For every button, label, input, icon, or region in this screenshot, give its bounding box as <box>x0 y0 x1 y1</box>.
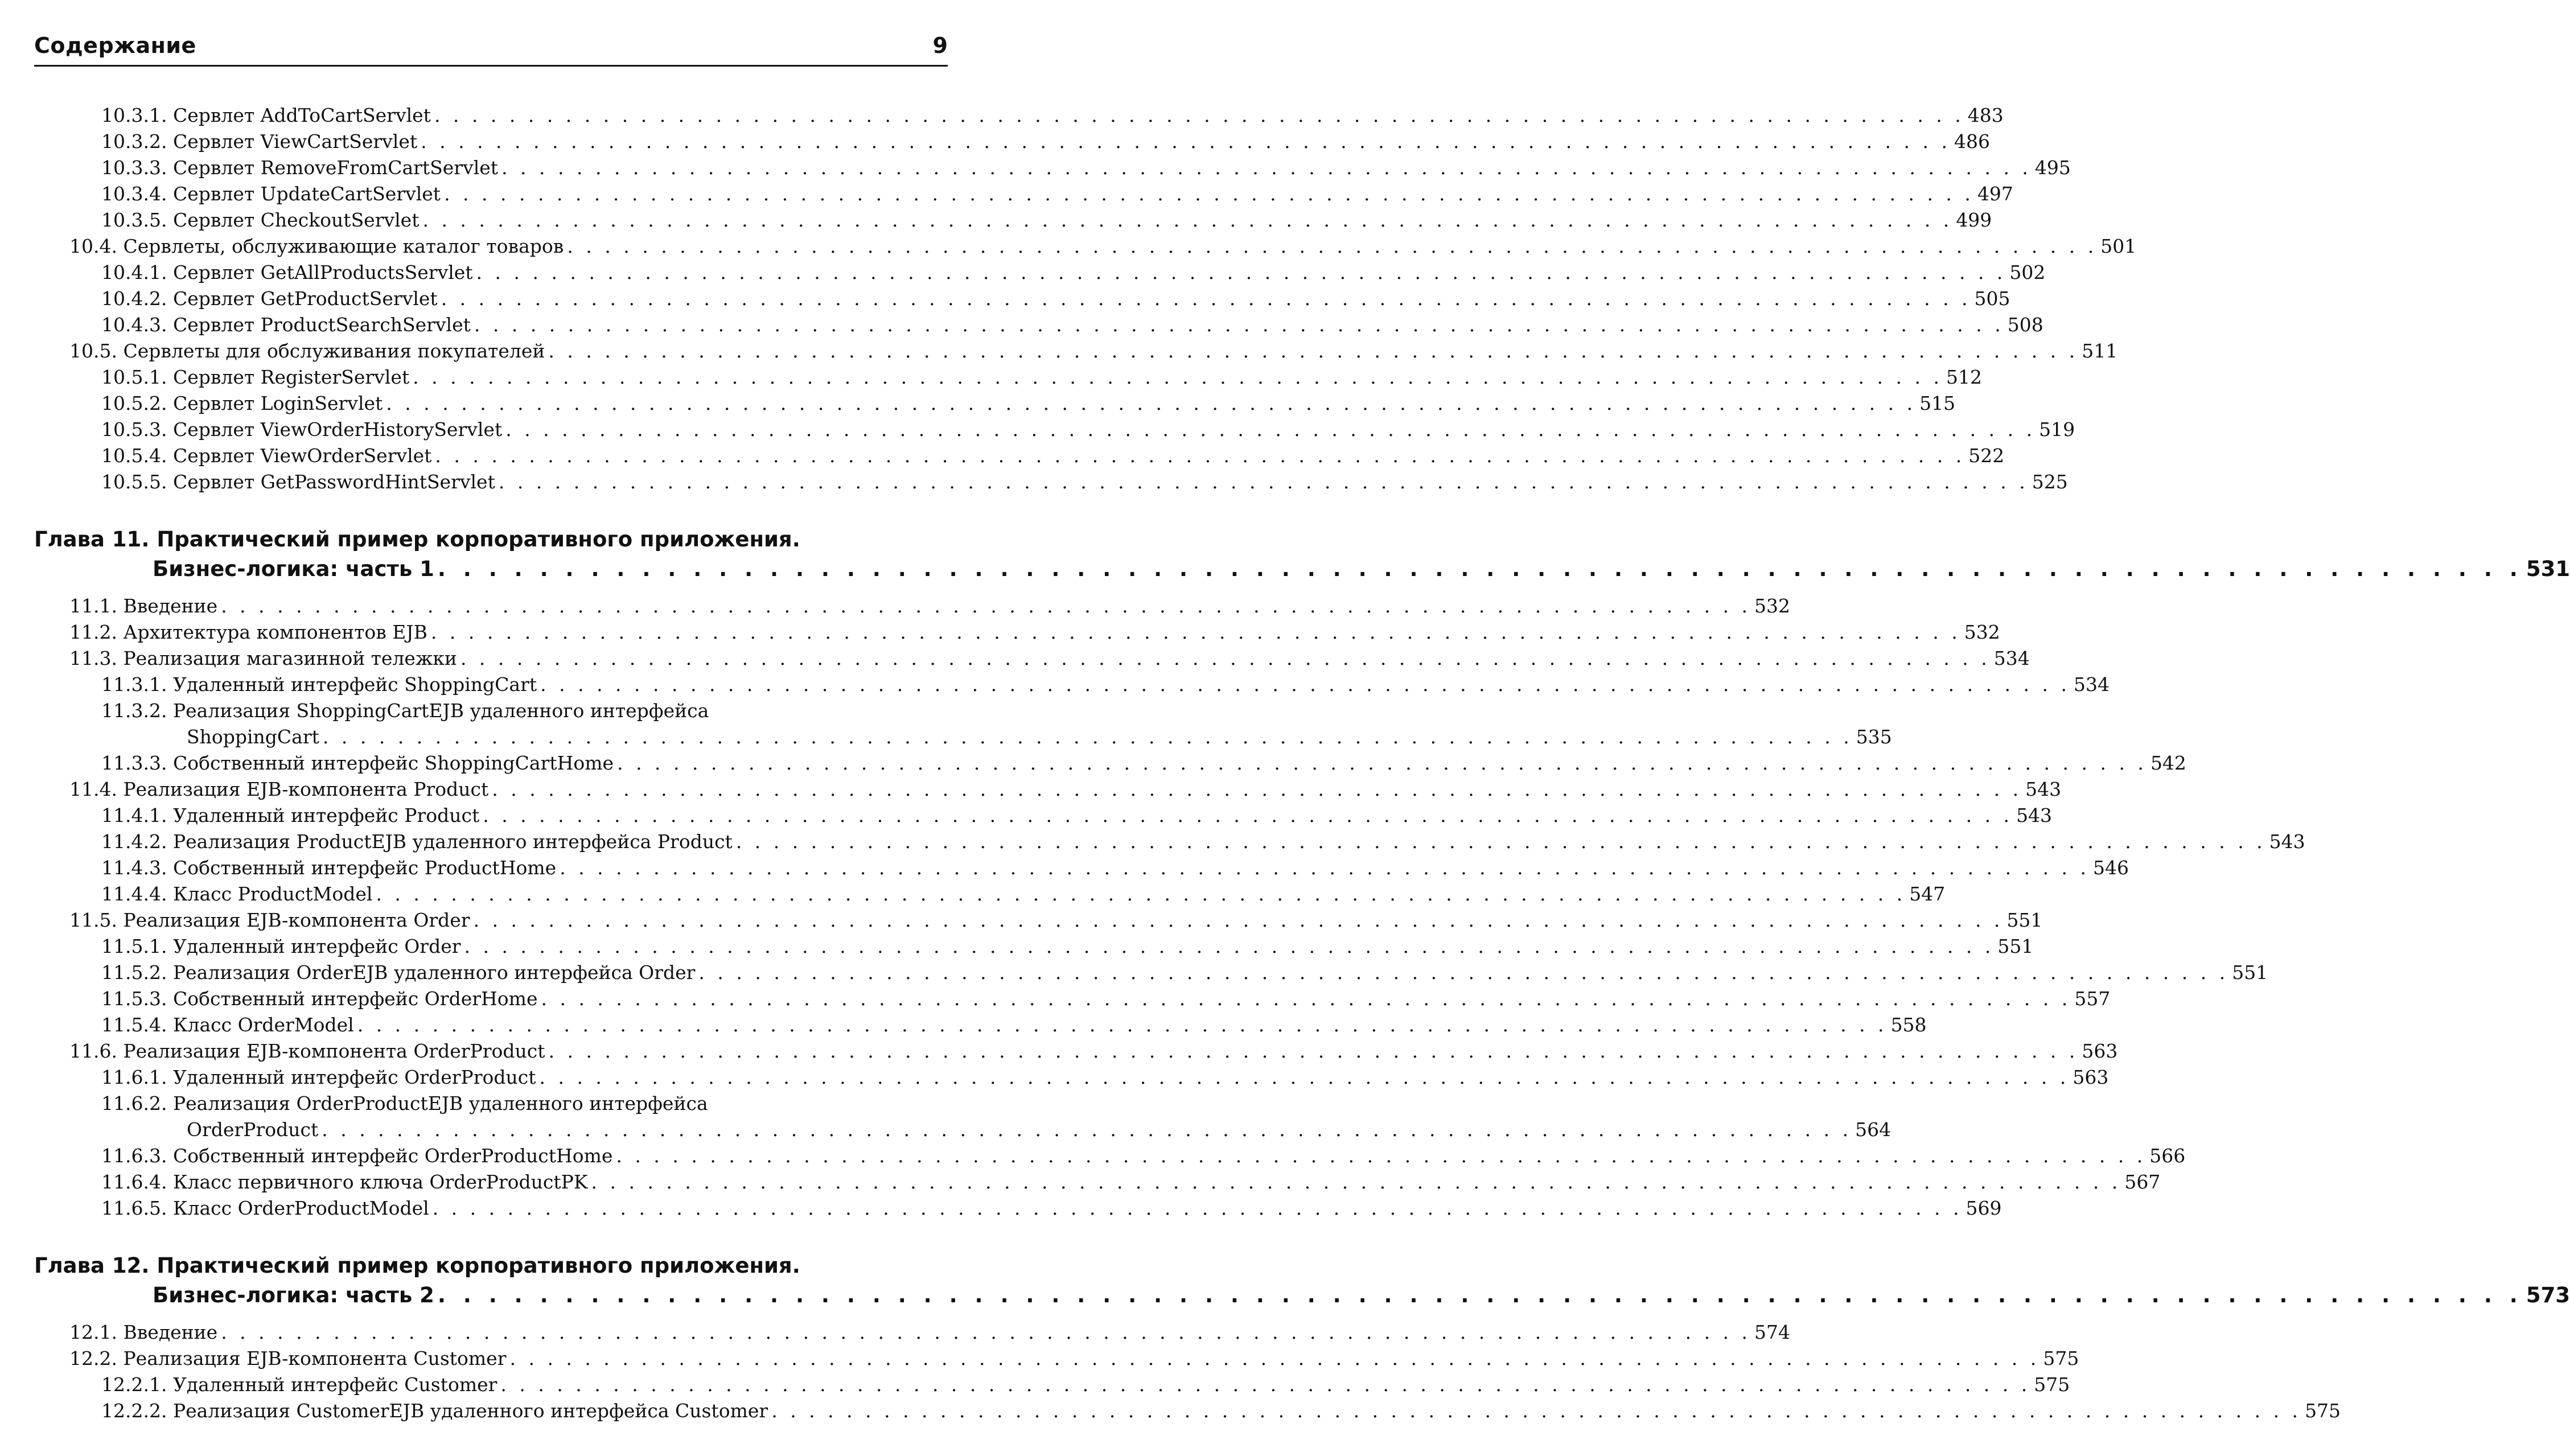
toc-entry-continued <box>34 724 1892 750</box>
toc-entry <box>34 1319 1791 1346</box>
toc-entry-text <box>101 1169 588 1195</box>
entry-title: Удаленный интерфейс Customer <box>172 1373 497 1396</box>
entry-number: 12.2.1. <box>101 1373 167 1396</box>
entry-page: 563 <box>2082 1040 2118 1062</box>
entry-title: Реализация EJB-компонента Customer <box>123 1347 507 1369</box>
chapter-title-line2 <box>34 1281 2570 1310</box>
entry-number: 10.4.2. <box>101 287 167 310</box>
entry-page: 534 <box>1993 647 2030 669</box>
entry-number: 11.6. <box>69 1040 117 1062</box>
chapter-subtitle: Бизнес-логика: часть 1 <box>153 557 434 581</box>
toc-entry-text <box>69 1319 217 1346</box>
entry-page: 575 <box>2043 1347 2079 1369</box>
toc-entry <box>34 986 2111 1012</box>
entry-title: Реализация ShoppingCartEJB удаленного интерфейса <box>172 700 709 722</box>
dot-leader: . . . . . . . . . . . . . . . . . . . . . . . . . . . . . . . . . . . . . . . . . . . . . . . . . . . . . . . . . . . . . . . . . . . . . . . . . . . . . . . . . . <box>432 1197 1963 1219</box>
entry-number: 11.6.5. <box>101 1197 167 1219</box>
entry-title: Реализация EJB-компонента OrderProduct <box>123 1040 545 1062</box>
toc-entry-text <box>101 986 537 1012</box>
toc-entry-text <box>101 750 614 776</box>
toc-entry-text <box>101 102 431 129</box>
dot-leader: . . . . . . . . . . . . . . . . . . . . . . . . . . . . . . . . . . . . . . . . . . . . . . . . . . . . . . . . . . . . . . . . . . . . . . . . . . . . . . . . . . <box>541 988 2071 1010</box>
entry-title: Класс ProductModel <box>172 883 373 905</box>
running-title: Содержание <box>34 33 196 58</box>
entry-page: 558 <box>1890 1014 1927 1036</box>
entry-page: 557 <box>2074 988 2111 1010</box>
toc-entry <box>34 338 2118 364</box>
entry-number: 12.1. <box>69 1321 117 1343</box>
entry-page: 551 <box>2006 909 2043 931</box>
entry-number: 11.6.3. <box>101 1145 167 1167</box>
toc-entry-text <box>101 933 461 960</box>
entry-number: 11.4.3. <box>101 857 167 879</box>
entry-title: Сервлет UpdateCartServlet <box>172 183 441 205</box>
entry-page: 483 <box>1967 104 2004 126</box>
toc-entry <box>34 881 1946 907</box>
dot-leader: . . . . . . . . . . . . . . . . . . . . . . . . . . . . . . . . . . . . . . . . . . . . . . . . . . . . . . . . . . . . . . . . . . . . . . . . . . . . . . . . . . <box>616 1145 2147 1167</box>
toc-entry-continued-text <box>187 1117 318 1143</box>
toc-entry-text <box>101 312 471 338</box>
entry-title: Реализация EJB-компонента Order <box>123 909 470 931</box>
toc-entry-text <box>69 776 488 803</box>
toc-entry-text <box>69 907 470 933</box>
dot-leader: . . . . . . . . . . . . . . . . . . . . . . . . . . . . . . . . . . . . . . . . . . . . . . . . . . . . . . . . . . . . . . . . . . . . . . . . . . . . . . . . . . <box>498 471 2029 493</box>
entry-title: Архитектура компонентов EJB <box>123 621 427 643</box>
dot-leader: . . . . . . . . . . . . . . . . . . . . . . . . . . . . . . . . . . . . . . . . . . . . . . . . . . . . . . . . . . . . . . . . . . . . . . . . . . . . . . . . . . <box>441 287 1971 310</box>
chapter-subtitle: Бизнес-логика: часть 2 <box>153 1283 434 1307</box>
toc-entry-text <box>69 1346 507 1372</box>
entry-page: 563 <box>2073 1066 2109 1088</box>
entry-title-continued: ShoppingCart <box>187 726 319 748</box>
toc-entry-text <box>101 207 419 233</box>
toc-entry <box>34 1195 2002 1221</box>
toc-entry <box>34 364 1982 390</box>
entry-page: 495 <box>2034 157 2071 179</box>
entry-page: 575 <box>2305 1400 2341 1422</box>
entry-number: 10.4.1. <box>101 261 167 283</box>
dot-leader: . . . . . . . . . . . . . . . . . . . . . . . . . . . . . . . . . . . . . . . . . . . . . . . . . . . . . . . . . . . . . . . . . . . . . . . . . . . . . . . . . . <box>434 104 1964 126</box>
toc-entry <box>34 469 2068 495</box>
entry-number: 11.3.1. <box>101 673 167 696</box>
entry-page: 542 <box>2150 752 2186 774</box>
toc-entry <box>34 181 2013 207</box>
chapter-title-line1: Глава 11. Практический пример корпоративного приложения. <box>34 527 800 552</box>
dot-leader: . . . . . . . . . . . . . . . . . . . . . . . . . . . . . . . . . . . . . . . . . . . . . . . . . . . . . . . . . . . . . . . . . . . . . . . . . . . . . . . . . . <box>376 883 1906 905</box>
dot-leader: . . . . . . . . . . . . . . . . . . . . . . . . . . . . . . . . . . . . . . . . . . . . . . . . . . . . . . . . . . . . . . . . . . . . . . . . . . . . . . . . . . <box>540 673 2070 696</box>
toc-entry <box>34 1143 2186 1169</box>
toc-entry <box>34 443 2005 469</box>
dot-leader: . . . . . . . . . . . . . . . . . . . . . . . . . . . . . . . . . . . . . . . . . . . . . . . . . . . . . . . . . . . . . . . . . . . . . . . . . . . . . . . . . . <box>591 1171 2121 1193</box>
chapter-heading <box>34 1251 2570 1310</box>
entry-number: 11.1. <box>69 595 117 617</box>
entry-title: Сервлет GetAllProductsServlet <box>172 261 473 283</box>
entry-number: 10.5.1. <box>101 366 167 388</box>
entry-number: 11.6.2. <box>101 1092 167 1114</box>
toc-entry <box>34 593 1791 619</box>
entry-title: Введение <box>123 595 218 617</box>
toc-entry <box>34 286 2010 312</box>
toc-entry <box>34 1091 948 1117</box>
entry-page: 522 <box>1968 445 2005 467</box>
entry-page: 501 <box>2100 235 2137 257</box>
toc-entry <box>34 1372 2070 1398</box>
dot-leader: . . . . . . . . . . . . . . . . . . . . . . . . . . . . . . . . . . . . . . . . . . . . . . . . . . . . . . . . . . . . . . . . . . . . . . . . . . . . . . . . . . <box>437 1283 2523 1307</box>
entry-page: 499 <box>1956 209 1992 231</box>
entry-page: 543 <box>2025 778 2062 800</box>
entry-page: 486 <box>1954 130 1990 153</box>
dot-leader: . . . . . . . . . . . . . . . . . . . . . . . . . . . . . . . . . . . . . . . . . . . . . . . . . . . . . . . . . . . . . . . . . . . . . . . . . . . . . . . . . . <box>413 366 1943 388</box>
toc-entry-text <box>101 1195 429 1221</box>
toc-entry-text <box>101 672 537 698</box>
entry-title: Реализация OrderProductEJB удаленного интерфейса <box>172 1092 708 1114</box>
entry-page: 532 <box>1754 595 1791 617</box>
chapter-title-line2 <box>34 554 2570 584</box>
toc-entry <box>34 207 1992 233</box>
chapter-title-line1: Глава 12. Практический пример корпоративного приложения. <box>34 1253 800 1278</box>
dot-leader: . . . . . . . . . . . . . . . . . . . . . . . . . . . . . . . . . . . . . . . . . . . . . . . . . . . . . . . . . . . . . . . . . . . . . . . . . . . . . . . . . . <box>509 1347 2040 1369</box>
entry-page: 574 <box>1754 1321 1791 1343</box>
dot-leader: . . . . . . . . . . . . . . . . . . . . . . . . . . . . . . . . . . . . . . . . . . . . . . . . . . . . . . . . . . . . . . . . . . . . . . . . . . . . . . . . . . <box>464 935 1995 957</box>
dot-leader: . . . . . . . . . . . . . . . . . . . . . . . . . . . . . . . . . . . . . . . . . . . . . . . . . . . . . . . . . . . . . . . . . . . . . . . . . . . . . . . . . . <box>357 1014 1888 1036</box>
entry-title: Сервлет ViewOrderHistoryServlet <box>172 418 503 441</box>
toc-entry-text <box>69 645 457 672</box>
entry-number: 11.4. <box>69 778 117 800</box>
entry-title: Сервлет GetPasswordHintServlet <box>172 471 495 493</box>
entry-page: 505 <box>1974 287 2010 310</box>
entry-number: 11.5. <box>69 909 117 931</box>
toc-entry-text <box>69 1038 545 1064</box>
entry-title: Удаленный интерфейс Order <box>172 935 461 957</box>
dot-leader: . . . . . . . . . . . . . . . . . . . . . . . . . . . . . . . . . . . . . . . . . . . . . . . . . . . . . . . . . . . . . . . . . . . . . . . . . . . . . . . . . . <box>548 340 2079 362</box>
toc-entry <box>34 907 2043 933</box>
running-header <box>34 33 948 67</box>
entry-title: Введение <box>123 1321 218 1343</box>
entry-number: 10.5.5. <box>101 471 167 493</box>
entry-title: Удаленный интерфейс ShoppingCart <box>172 673 537 696</box>
entry-page: 566 <box>2149 1145 2186 1167</box>
entry-page: 534 <box>2073 673 2110 696</box>
chapter-page: 531 <box>2526 557 2570 581</box>
toc-entry <box>34 855 2129 881</box>
entry-page: 508 <box>2007 314 2043 336</box>
entry-number: 11.3.2. <box>101 700 167 722</box>
toc-entry-text <box>101 1143 612 1169</box>
toc-entry <box>34 1398 2341 1424</box>
entry-title: Класс первичного ключа OrderProductPK <box>172 1171 588 1193</box>
entry-number: 11.4.1. <box>101 804 167 826</box>
toc-entry-text <box>69 593 217 619</box>
entry-title: Сервлет ViewOrderServlet <box>172 445 432 467</box>
toc-entry <box>34 1169 2161 1195</box>
entry-title: Удаленный интерфейс Product <box>172 804 480 826</box>
entry-number: 11.6.4. <box>101 1171 167 1193</box>
toc-entry <box>34 312 2043 338</box>
entry-page: 535 <box>1856 726 1892 748</box>
toc-entry <box>34 750 2186 776</box>
toc-entry-text <box>69 619 427 645</box>
entry-title: Собственный интерфейс ShoppingCartHome <box>172 752 614 774</box>
entry-title: Сервлет CheckoutServlet <box>172 209 420 231</box>
dot-leader: . . . . . . . . . . . . . . . . . . . . . . . . . . . . . . . . . . . . . . . . . . . . . . . . . . . . . . . . . . . . . . . . . . . . . . . . . . . . . . . . . . <box>474 314 2004 336</box>
dot-leader: . . . . . . . . . . . . . . . . . . . . . . . . . . . . . . . . . . . . . . . . . . . . . . . . . . . . . . . . . . . . . . . . . . . . . . . . . . . . . . . . . . <box>322 726 1853 748</box>
dot-leader: . . . . . . . . . . . . . . . . . . . . . . . . . . . . . . . . . . . . . . . . . . . . . . . . . . . . . . . . . . . . . . . . . . . . . . . . . . . . . . . . . . <box>617 752 2147 774</box>
entry-title: Класс OrderProductModel <box>172 1197 429 1219</box>
toc-entry-text <box>101 417 502 443</box>
toc-entry-text <box>101 260 473 286</box>
entry-number: 10.3.3. <box>101 157 167 179</box>
toc-entry <box>34 933 2034 960</box>
entry-page: 543 <box>2269 830 2305 853</box>
toc-entry-text <box>101 1372 497 1398</box>
entry-title: Сервлет AddToCartServlet <box>172 104 431 126</box>
dot-leader: . . . . . . . . . . . . . . . . . . . . . . . . . . . . . . . . . . . . . . . . . . . . . . . . . . . . . . . . . . . . . . . . . . . . . . . . . . . . . . . . . . <box>500 1373 2031 1396</box>
entry-title: Реализация EJB-компонента Product <box>123 778 489 800</box>
dot-leader: . . . . . . . . . . . . . . . . . . . . . . . . . . . . . . . . . . . . . . . . . . . . . . . . . . . . . . . . . . . . . . . . . . . . . . . . . . . . . . . . . . <box>435 445 1965 467</box>
toc-entry-text <box>101 1398 768 1424</box>
dot-leader: . . . . . . . . . . . . . . . . . . . . . . . . . . . . . . . . . . . . . . . . . . . . . . . . . . . . . . . . . . . . . . . . . . . . . . . . . . . . . . . . . . <box>771 1400 2302 1422</box>
entry-title: Сервлет RemoveFromCartServlet <box>172 157 499 179</box>
toc-entry <box>34 129 1990 155</box>
entry-title: Сервлет LoginServlet <box>172 392 383 414</box>
entry-title: Сервлет RegisterServlet <box>172 366 410 388</box>
toc-entry <box>34 155 2071 181</box>
toc-entry <box>34 672 2110 698</box>
entry-title: Сервлеты, обслуживающие каталог товаров <box>123 235 564 257</box>
entry-number: 11.5.3. <box>101 988 167 1010</box>
entry-number: 10.3.2. <box>101 130 167 153</box>
dot-leader: . . . . . . . . . . . . . . . . . . . . . . . . . . . . . . . . . . . . . . . . . . . . . . . . . . . . . . . . . . . . . . . . . . . . . . . . . . . . . . . . . . <box>505 418 2036 441</box>
entry-number: 11.5.1. <box>101 935 167 957</box>
dot-leader: . . . . . . . . . . . . . . . . . . . . . . . . . . . . . . . . . . . . . . . . . . . . . . . . . . . . . . . . . . . . . . . . . . . . . . . . . . . . . . . . . . <box>473 909 2004 931</box>
toc-entry-text <box>101 155 498 181</box>
toc-entry-text <box>101 286 438 312</box>
dot-leader: . . . . . . . . . . . . . . . . . . . . . . . . . . . . . . . . . . . . . . . . . . . . . . . . . . . . . . . . . . . . . . . . . . . . . . . . . . . . . . . . . . <box>539 1066 2070 1088</box>
entry-title: Сервлеты для обслуживания покупателей <box>123 340 545 362</box>
toc-entry-text <box>101 881 372 907</box>
entry-title: Реализация OrderEJB удаленного интерфейса Order <box>172 961 696 984</box>
dot-leader: . . . . . . . . . . . . . . . . . . . . . . . . . . . . . . . . . . . . . . . . . . . . . . . . . . . . . . . . . . . . . . . . . . . . . . . . . . . . . . . . . . <box>501 157 2032 179</box>
entry-title: Реализация магазинной тележки <box>123 647 457 669</box>
dot-leader: . . . . . . . . . . . . . . . . . . . . . . . . . . . . . . . . . . . . . . . . . . . . . . . . . . . . . . . . . . . . . . . . . . . . . . . . . . . . . . . . . . <box>698 961 2229 984</box>
dot-leader: . . . . . . . . . . . . . . . . . . . . . . . . . . . . . . . . . . . . . . . . . . . . . . . . . . . . . . . . . . . . . . . . . . . . . . . . . . . . . . . . . . <box>567 235 2098 257</box>
dot-leader: . . . . . . . . . . . . . . . . . . . . . . . . . . . . . . . . . . . . . . . . . . . . . . . . . . . . . . . . . . . . . . . . . . . . . . . . . . . . . . . . . . <box>476 261 2006 283</box>
toc-entry <box>34 1064 2109 1091</box>
entry-title: Класс OrderModel <box>172 1014 354 1036</box>
entry-page: 497 <box>1977 183 2013 205</box>
toc-entry <box>34 645 2030 672</box>
table-of-contents <box>34 102 2570 1424</box>
dot-leader: . . . . . . . . . . . . . . . . . . . . . . . . . . . . . . . . . . . . . . . . . . . . . . . . . . . . . . . . . . . . . . . . . . . . . . . . . . . . . . . . . . <box>492 778 2022 800</box>
entry-number: 11.5.2. <box>101 961 167 984</box>
entry-number: 10.5. <box>69 340 117 362</box>
toc-entry <box>34 1346 2079 1372</box>
dot-leader: . . . . . . . . . . . . . . . . . . . . . . . . . . . . . . . . . . . . . . . . . . . . . . . . . . . . . . . . . . . . . . . . . . . . . . . . . . . . . . . . . . <box>386 392 1917 414</box>
entry-page: 547 <box>1909 883 1946 905</box>
entry-page: 575 <box>2034 1373 2070 1396</box>
toc-entry-text <box>101 364 409 390</box>
entry-page: 564 <box>1855 1118 1891 1141</box>
toc-entry <box>34 417 2075 443</box>
toc-entry <box>34 1012 1927 1038</box>
entry-page: 511 <box>2082 340 2118 362</box>
toc-entry-text <box>101 1064 536 1091</box>
toc-entry-continued-text <box>187 724 319 750</box>
toc-entry-text <box>101 803 479 829</box>
toc-entry-continued <box>34 1117 1891 1143</box>
dot-leader: . . . . . . . . . . . . . . . . . . . . . . . . . . . . . . . . . . . . . . . . . . . . . . . . . . . . . . . . . . . . . . . . . . . . . . . . . . . . . . . . . . <box>221 595 1751 617</box>
toc-entry-text <box>101 829 733 855</box>
dot-leader: . . . . . . . . . . . . . . . . . . . . . . . . . . . . . . . . . . . . . . . . . . . . . . . . . . . . . . . . . . . . . . . . . . . . . . . . . . . . . . . . . . <box>421 130 1951 153</box>
entry-number: 10.3.1. <box>101 104 167 126</box>
toc-entry-text <box>101 390 383 417</box>
entry-number: 11.4.2. <box>101 830 167 853</box>
entry-number: 12.2.2. <box>101 1400 167 1422</box>
toc-entry <box>34 390 1956 417</box>
entry-title: Собственный интерфейс OrderHome <box>172 988 538 1010</box>
chapter-page: 573 <box>2526 1283 2570 1307</box>
entry-page: 525 <box>2032 471 2068 493</box>
toc-entry-text <box>101 855 556 881</box>
entry-number: 11.6.1. <box>101 1066 167 1088</box>
dot-leader: . . . . . . . . . . . . . . . . . . . . . . . . . . . . . . . . . . . . . . . . . . . . . . . . . . . . . . . . . . . . . . . . . . . . . . . . . . . . . . . . . . <box>735 830 2266 853</box>
toc-entry-text <box>101 129 417 155</box>
dot-leader: . . . . . . . . . . . . . . . . . . . . . . . . . . . . . . . . . . . . . . . . . . . . . . . . . . . . . . . . . . . . . . . . . . . . . . . . . . . . . . . . . . <box>548 1040 2079 1062</box>
entry-page: 551 <box>1997 935 2034 957</box>
entry-title: Реализация ProductEJB удаленного интерфейса Product <box>172 830 733 853</box>
toc-entry-text <box>69 338 545 364</box>
entry-number: 11.4.4. <box>101 883 167 905</box>
entry-page: 532 <box>1964 621 2000 643</box>
entry-page: 567 <box>2124 1171 2161 1193</box>
entry-number: 10.4.3. <box>101 314 167 336</box>
entry-title: Собственный интерфейс OrderProductHome <box>172 1145 613 1167</box>
toc-entry-text <box>101 443 431 469</box>
dot-leader: . . . . . . . . . . . . . . . . . . . . . . . . . . . . . . . . . . . . . . . . . . . . . . . . . . . . . . . . . . . . . . . . . . . . . . . . . . . . . . . . . . <box>444 183 1974 205</box>
dot-leader: . . . . . . . . . . . . . . . . . . . . . . . . . . . . . . . . . . . . . . . . . . . . . . . . . . . . . . . . . . . . . . . . . . . . . . . . . . . . . . . . . . <box>221 1321 1751 1343</box>
toc-entry-text <box>101 960 695 986</box>
entry-number: 10.5.4. <box>101 445 167 467</box>
entry-page: 569 <box>1965 1197 2002 1219</box>
dot-leader: . . . . . . . . . . . . . . . . . . . . . . . . . . . . . . . . . . . . . . . . . . . . . . . . . . . . . . . . . . . . . . . . . . . . . . . . . . . . . . . . . . <box>422 209 1953 231</box>
toc-entry <box>34 619 2000 645</box>
toc-entry-text <box>101 469 495 495</box>
entry-title: Собственный интерфейс ProductHome <box>172 857 557 879</box>
dot-leader: . . . . . . . . . . . . . . . . . . . . . . . . . . . . . . . . . . . . . . . . . . . . . . . . . . . . . . . . . . . . . . . . . . . . . . . . . . . . . . . . . . <box>483 804 2013 826</box>
entry-number: 12.2. <box>69 1347 117 1369</box>
page-number: 9 <box>932 33 948 58</box>
entry-title: Удаленный интерфейс OrderProduct <box>172 1066 536 1088</box>
entry-number: 11.3.3. <box>101 752 167 774</box>
entry-title-continued: OrderProduct <box>187 1118 319 1141</box>
entry-page: 519 <box>2039 418 2075 441</box>
toc-entry-text <box>69 233 564 260</box>
toc-entry-text <box>101 1012 354 1038</box>
entry-page: 515 <box>1919 392 1956 414</box>
entry-page: 502 <box>2009 261 2046 283</box>
dot-leader: . . . . . . . . . . . . . . . . . . . . . . . . . . . . . . . . . . . . . . . . . . . . . . . . . . . . . . . . . . . . . . . . . . . . . . . . . . . . . . . . . . <box>322 1118 1852 1141</box>
dot-leader: . . . . . . . . . . . . . . . . . . . . . . . . . . . . . . . . . . . . . . . . . . . . . . . . . . . . . . . . . . . . . . . . . . . . . . . . . . . . . . . . . . <box>460 647 1991 669</box>
toc-entry <box>34 233 2137 260</box>
toc-entry <box>34 102 2004 129</box>
entry-title: Реализация CustomerEJB удаленного интерфейса Customer <box>172 1400 768 1422</box>
toc-entry <box>34 1038 2118 1064</box>
dot-leader: . . . . . . . . . . . . . . . . . . . . . . . . . . . . . . . . . . . . . . . . . . . . . . . . . . . . . . . . . . . . . . . . . . . . . . . . . . . . . . . . . . <box>437 557 2523 581</box>
chapter-heading <box>34 525 2570 584</box>
toc-entry <box>34 829 2305 855</box>
toc-entry-text <box>101 181 441 207</box>
entry-page: 543 <box>2016 804 2053 826</box>
entry-page: 551 <box>2232 961 2268 984</box>
entry-page: 512 <box>1946 366 1982 388</box>
entry-title: Сервлет ProductSearchServlet <box>172 314 471 336</box>
entry-page: 546 <box>2093 857 2129 879</box>
entry-number: 11.3. <box>69 647 117 669</box>
entry-number: 10.5.2. <box>101 392 167 414</box>
entry-number: 10.5.3. <box>101 418 167 441</box>
toc-entry <box>34 803 2053 829</box>
toc-entry <box>34 698 948 724</box>
dot-leader: . . . . . . . . . . . . . . . . . . . . . . . . . . . . . . . . . . . . . . . . . . . . . . . . . . . . . . . . . . . . . . . . . . . . . . . . . . . . . . . . . . <box>560 857 2090 879</box>
toc-entry <box>34 260 2046 286</box>
entry-number: 10.4. <box>69 235 117 257</box>
entry-title: Сервлет ViewCartServlet <box>172 130 418 153</box>
dot-leader: . . . . . . . . . . . . . . . . . . . . . . . . . . . . . . . . . . . . . . . . . . . . . . . . . . . . . . . . . . . . . . . . . . . . . . . . . . . . . . . . . . <box>430 621 1961 643</box>
entry-number: 11.5.4. <box>101 1014 167 1036</box>
entry-number: 10.3.5. <box>101 209 167 231</box>
toc-entry <box>34 776 2062 803</box>
toc-entry <box>34 960 2268 986</box>
entry-number: 10.3.4. <box>101 183 167 205</box>
entry-title: Сервлет GetProductServlet <box>172 287 438 310</box>
entry-number: 11.2. <box>69 621 117 643</box>
